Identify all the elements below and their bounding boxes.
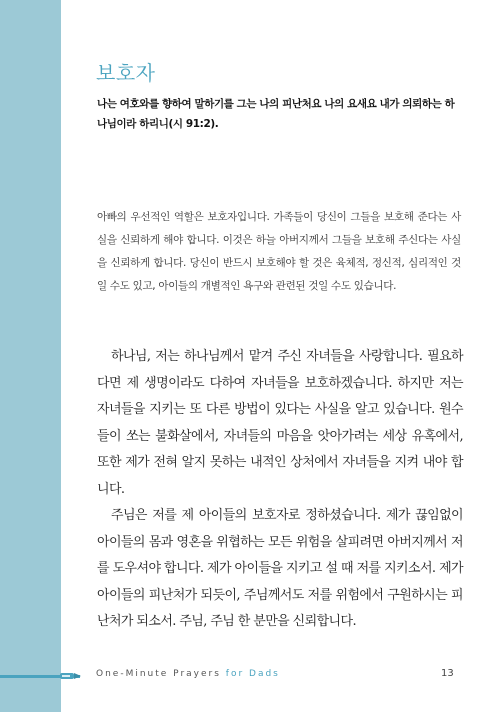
intro-paragraph: 아빠의 우선적인 역할은 보호자입니다. 가족들이 당신이 그들을 보호해 준다는 사실을 신뢰하게 해야 합니다. 이것은 하늘 아버지께서 그들을 보호해 주신다는 사실을 신뢰하게 합니다. 당신이 반드시 보호해야 할 것은 육체적, 정신적, 심리적인 것일 수도 있고, 아이들의 개별적인 욕구와 관련된 것일 수도 있습니다. [97, 211, 461, 292]
prayer-text [97, 344, 463, 636]
scripture-verse: 나는 여호와를 향하여 말하기를 그는 나의 피난처요 나의 요새요 내가 의뢰하는 하나님이라 하리니(시 91:2). [97, 98, 455, 130]
page-title: 보호자 [96, 61, 156, 85]
side-color-band [0, 0, 61, 712]
page-content [86, 0, 463, 712]
pen-icon [58, 669, 82, 683]
page-number: 13 [441, 668, 454, 679]
book-title-main: One-Minute Prayers [96, 669, 226, 679]
prayer-paragraph: 하나님, 저는 하나님께서 맡겨 주신 자녀들을 사랑합니다. 필요하다면 제 생명이라도 다하여 자녀들을 보호하겠습니다. 하지만 저는 자녀들을 지키는 또 다른 방법이 있다는 사실을 알고 있습니다. 원수들이 쏘는 불화살에서, 자녀들의 마음을 앗아가려는 세상 유혹에서, 또한 제가 전혀 알지 못하는 내적인 상처에서 자녀들을 지켜 내야 합니다. [97, 349, 463, 497]
book-title-footer [96, 669, 280, 679]
book-title-accent: for Dads [225, 669, 280, 679]
prayer-paragraph: 주님은 저를 제 아이들의 보호자로 정하셨습니다. 제가 끊임없이 아이들의 몸과 영혼을 위협하는 모든 위험을 살피려면 아버지께서 저를 도우셔야 합니다. 제가 아이들을 지키고 설 때 저를 지키소서. 제가 아이들의 피난처가 되듯이, 주님께서도 저를 위험에서 구원하시는 피난처가 되소서. 주님, 주님 한 분만을 신뢰합니다. [97, 508, 463, 629]
